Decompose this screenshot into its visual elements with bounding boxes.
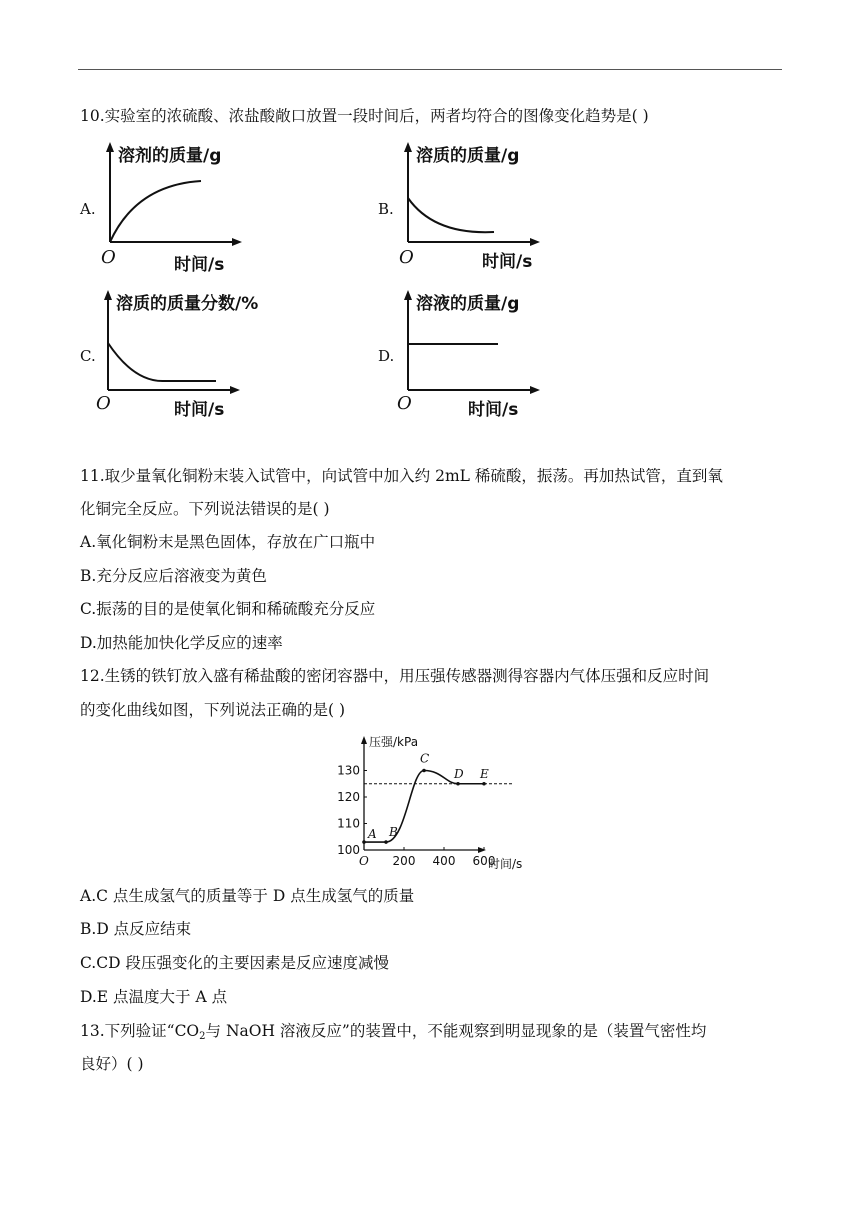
q13-stem-line2: 良好）( ) [80,1055,144,1073]
q10-a-curve [110,181,201,242]
point-B [384,840,388,844]
q11-option-d[interactable]: D.加热能加快化学反应的速率 [80,634,283,652]
q10-graph-a [96,140,276,280]
origin-label: O [359,854,369,868]
q12-stem-line1: 12.生锈的铁钉放入盛有稀盐酸的密闭容器中，用压强传感器测得容器内气体压强和反应时间 [80,667,710,685]
q11-stem-line2: 化铜完全反应。下列说法错误的是( ) [80,500,330,518]
point-label-B: B [389,825,398,840]
q12-option-c[interactable]: C.CD 段压强变化的主要因素是反应速度减慢 [80,954,389,972]
q10-option-b-letter[interactable]: B. [378,200,394,218]
q10-a-ylabel: 溶剂的质量/g [118,146,222,166]
point-C [422,769,426,773]
q10-c-xlabel: 时间/s [174,400,225,420]
q10-graph-b [394,140,574,280]
q10-option-a-letter[interactable]: A. [80,200,96,218]
q10-d-xlabel: 时间/s [468,400,519,420]
y-tick-120: 120 [337,790,360,804]
y-tick-130: 130 [337,763,360,778]
q12-stem-line2: 的变化曲线如图，下列说法正确的是( ) [80,701,346,719]
q10-b-curve [408,198,494,232]
q12-option-a[interactable]: A.C 点生成氢气的质量等于 D 点生成氢气的质量 [80,887,415,905]
q12-option-b[interactable]: B.D 点反应结束 [80,920,192,938]
q13-stem-post: 与 NaOH 溶液反应”的装置中，不能观察到明显现象的是（装置气密性均 [205,1022,707,1040]
y-axis-label: 压强/kPa [369,735,419,749]
q10-option-d-letter[interactable]: D. [378,347,395,365]
q11-option-c[interactable]: C.振荡的目的是使氧化铜和稀硫酸充分反应 [80,600,376,618]
q10-c-origin: O [96,393,111,414]
q11-option-a[interactable]: A.氧化铜粉末是黑色固体，存放在广口瓶中 [80,533,376,551]
q12-pressure-chart [330,728,540,876]
q11-option-b[interactable]: B.充分反应后溶液变为黄色 [80,567,267,585]
x-axis-label: 时间/s [488,857,523,871]
q10-b-origin: O [399,247,414,268]
q12-option-d[interactable]: D.E 点温度大于 A 点 [80,988,228,1006]
q10-c-ylabel: 溶质的质量分数/% [116,294,259,314]
x-tick-200: 200 [392,854,416,868]
y-tick-100: 100 [337,843,360,857]
q10-c-curve [108,343,216,381]
q10-d-origin: O [397,393,412,414]
point-label-A: A [368,827,377,842]
pressure-curve [364,771,484,843]
x-tick-600: 600 [472,854,496,868]
q13-stem-line1 [80,1021,706,1047]
point-label-C: C [420,751,430,766]
q10-graph-d [394,288,574,423]
q10-b-xlabel: 时间/s [482,252,533,272]
q10-b-ylabel: 溶质的质量/g [416,146,520,166]
q10-option-c-letter[interactable]: C. [80,347,96,365]
header-rule [78,69,782,70]
point-E [482,782,486,786]
y-axis-arrow [361,736,367,744]
q10-graph-c [94,288,294,423]
q10-a-xlabel: 时间/s [174,255,225,275]
q13-stem-subscript: 2 [199,1031,206,1042]
x-tick-400: 400 [432,854,456,868]
q10-d-ylabel: 溶液的质量/g [416,294,520,314]
x-axis-arrow [478,847,486,853]
point-D [456,782,460,786]
q10-a-origin: O [101,247,116,268]
q13-stem-pre: 13.下列验证“CO [80,1022,200,1040]
point-A [362,840,366,844]
point-label-D: D [454,766,464,781]
q10-stem: 10.实验室的浓硫酸、浓盐酸敞口放置一段时间后，两者均符合的图像变化趋势是( ) [80,107,649,125]
q11-stem-line1: 11.取少量氧化铜粉末装入试管中，向试管中加入约 2mL 稀硫酸，振荡。再加热试管，直到氧 [80,467,723,485]
point-label-E: E [480,766,489,781]
y-tick-110: 110 [337,816,360,831]
